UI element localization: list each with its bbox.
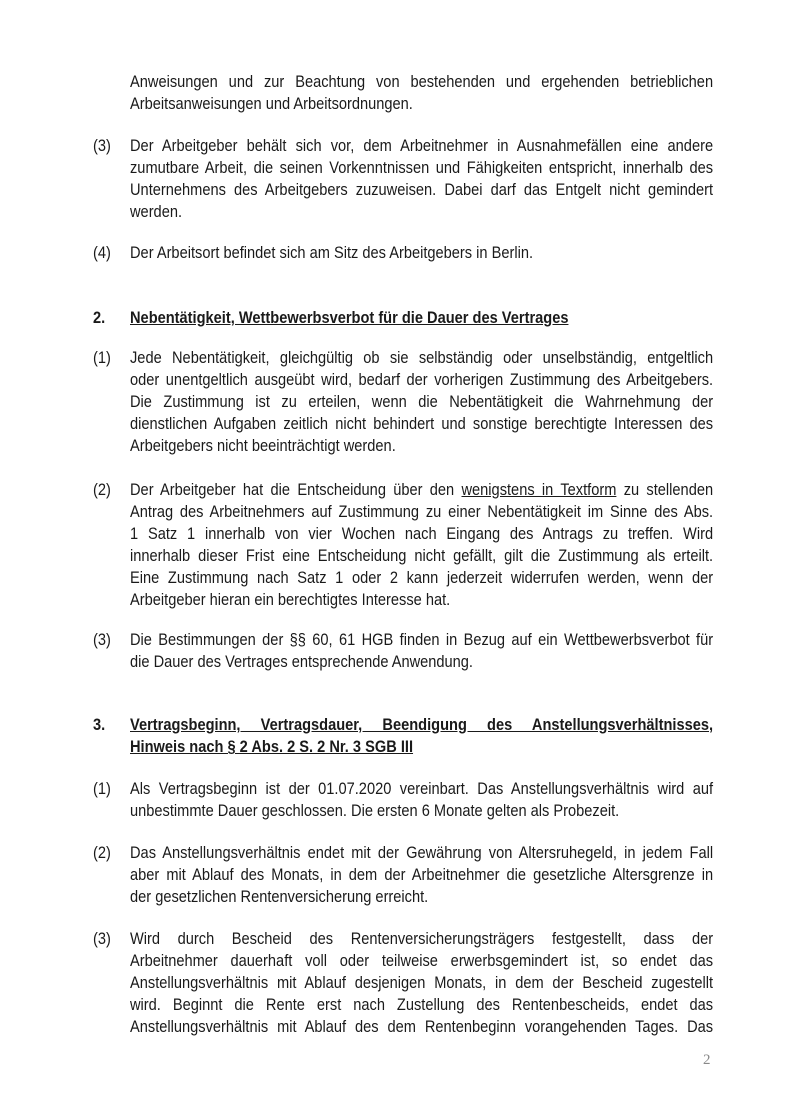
text-line: Arbeitnehmer dauerhaft voll oder teilweise erwerbsgemindert ist, so endet das <box>130 951 714 970</box>
section-number: 2. <box>93 308 106 327</box>
text-line: die Dauer des Vertrages entsprechende Anwendung. <box>130 652 474 671</box>
text-line: Als Vertragsbeginn ist der 01.07.2020 vereinbart. Das Anstellungsverhältnis wird auf <box>130 779 714 798</box>
underlined-text: wenigstens in Textform <box>461 480 617 499</box>
page-number: 2 <box>703 1052 711 1068</box>
text-line: Die Zustimmung ist zu erteilen, wenn die Nebentätigkeit die Wahrnehmung der <box>130 392 714 411</box>
text-line: Der Arbeitsort befindet sich am Sitz des Arbeitgebers in Berlin. <box>130 243 534 262</box>
paragraph-number: (4) <box>93 243 111 262</box>
paragraph-number: (2) <box>93 843 111 862</box>
text-line: zumutbare Arbeit, die seinen Vorkenntnissen und Fähigkeiten entspricht, innerhalb des <box>130 158 714 177</box>
paragraph-number: (2) <box>93 480 111 499</box>
paragraph-number: (1) <box>93 779 111 798</box>
paragraph-number: (1) <box>93 348 111 367</box>
text-line: Anstellungsverhältnis mit Ablauf desjenigen Monats, in dem der Bescheid zugestellt <box>130 973 714 992</box>
text-line: Die Bestimmungen der §§ 60, 61 HGB finden in Bezug auf ein Wettbewerbsverbot für <box>130 630 714 649</box>
heading-line: Vertragsbeginn, Vertragsdauer, Beendigung des Anstellungsverhältnisses, <box>130 715 714 734</box>
text-line: Unternehmens des Arbeitgebers zuzuweisen. Dabei darf das Entgelt nicht gemindert <box>130 180 714 199</box>
text-line: 1 Satz 1 innerhalb von vier Wochen nach Eingang des Antrags zu treffen. Wird <box>130 524 714 543</box>
paragraph-number: (3) <box>93 136 111 155</box>
text-line: Arbeitgebers nicht beeinträchtigt werden. <box>130 436 396 455</box>
text-line: Eine Zustimmung nach Satz 1 oder 2 kann jederzeit widerrufen werden, wenn der <box>130 568 714 587</box>
text-line: Jede Nebentätigkeit, gleichgültig ob sie selbständig oder unselbständig, entgeltlich <box>130 348 714 367</box>
text-segment: Der Arbeitgeber hat die Entscheidung über den <box>130 480 462 499</box>
text-line: der gesetzlichen Rentenversicherung erreicht. <box>130 887 429 906</box>
heading-line: Hinweis nach § 2 Abs. 2 S. 2 Nr. 3 SGB III <box>130 737 414 756</box>
text-line: innerhalb dieser Frist eine Entscheidung nicht gefällt, gilt die Zustimmung als erteilt. <box>130 546 714 565</box>
text-line: aber mit Ablauf des Monats, in dem der Arbeitnehmer die gesetzliche Altersgrenze in <box>130 865 714 884</box>
heading-line: Nebentätigkeit, Wettbewerbsverbot für die Dauer des Vertrages <box>130 308 569 327</box>
section-number: 3. <box>93 715 106 734</box>
text-line: Arbeitsanweisungen und Arbeitsordnungen. <box>130 94 413 113</box>
text-line: Anstellungsverhältnis mit Ablauf des dem Rentenbeginn vorangehenden Tages. Das <box>130 1017 714 1036</box>
text-line: Der Arbeitgeber behält sich vor, dem Arbeitnehmer in Ausnahmefällen eine andere <box>130 136 714 155</box>
paragraph-number: (3) <box>93 630 111 649</box>
text-line: Wird durch Bescheid des Rentenversicherungsträgers festgestellt, dass der <box>130 929 714 948</box>
text-line: Arbeitgeber hieran ein berechtigtes Interesse hat. <box>130 590 451 609</box>
text-line: Antrag des Arbeitnehmers auf Zustimmung zu einer Nebentätigkeit im Sinne des Abs. <box>130 502 714 521</box>
text-line: werden. <box>130 202 183 221</box>
text-line: wird. Beginnt die Rente erst nach Zustellung des Rentenbescheids, endet das <box>130 995 714 1014</box>
paragraph-number: (3) <box>93 929 111 948</box>
text-line: Anweisungen und zur Beachtung von bestehenden und ergehenden betrieblichen <box>130 72 714 91</box>
text-line: unbestimmte Dauer geschlossen. Die ersten 6 Monate gelten als Probezeit. <box>130 801 620 820</box>
text-line: dienstlichen Aufgaben zeitlich nicht behindert und sonstige berechtigte Interessen des <box>130 414 714 433</box>
text-segment: zu stellenden <box>616 480 714 499</box>
text-line <box>130 479 713 501</box>
text-line: Das Anstellungsverhältnis endet mit der Gewährung von Altersruhegeld, in jedem Fall <box>130 843 714 862</box>
text-line: oder unentgeltlich ausgeübt wird, bedarf der vorherigen Zustimmung des Arbeitgebers. <box>130 370 714 389</box>
